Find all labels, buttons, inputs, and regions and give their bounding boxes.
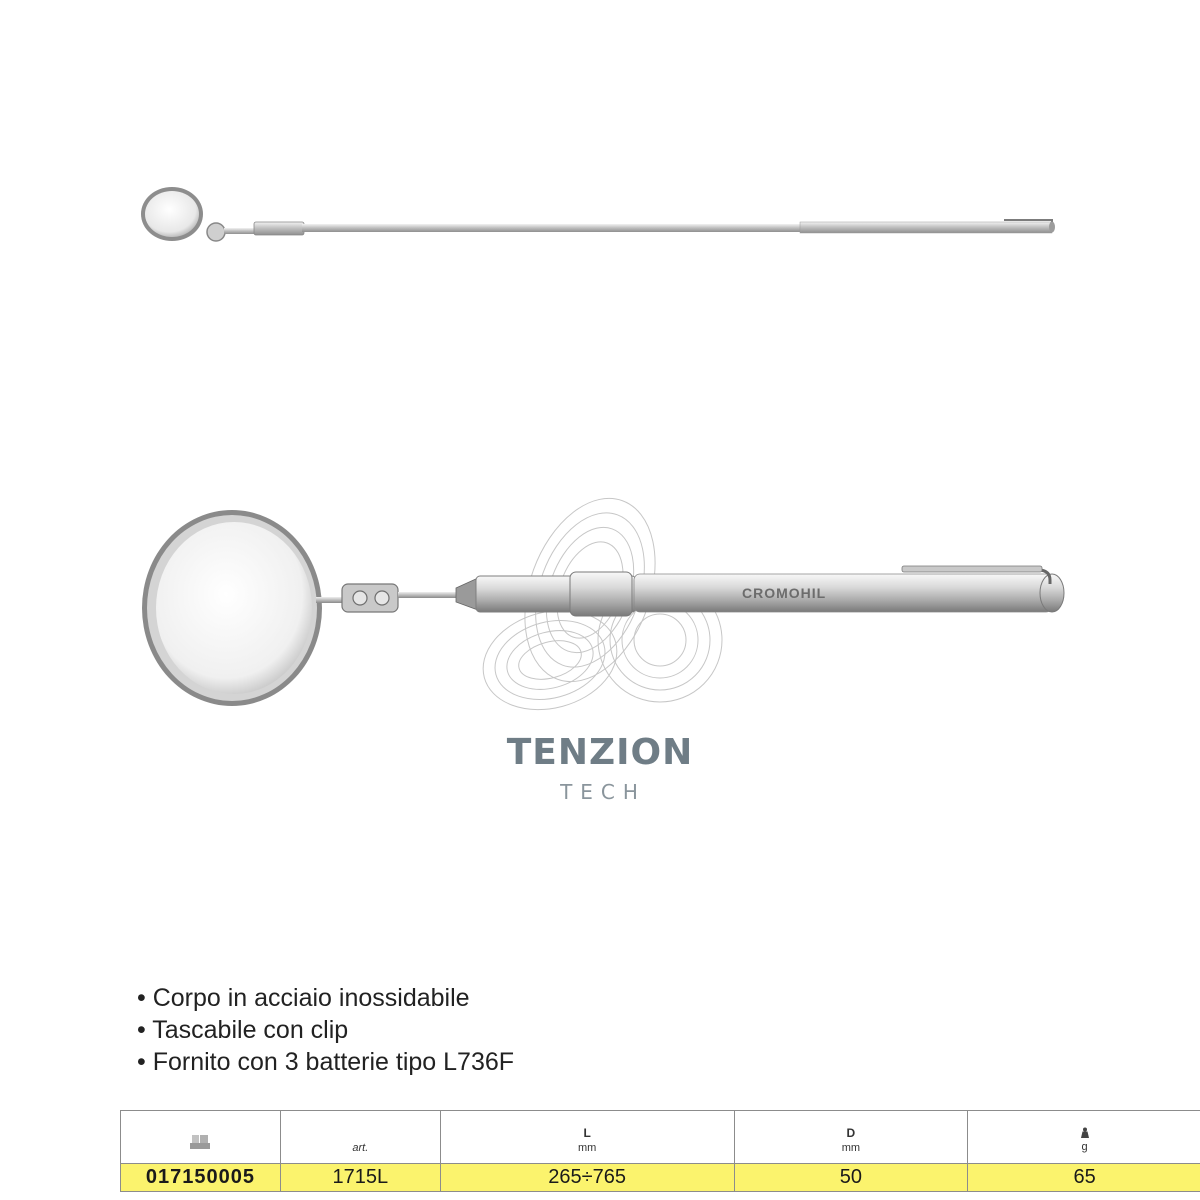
header-diameter xyxy=(734,1111,968,1164)
feature-list xyxy=(137,982,514,1078)
weight-icon xyxy=(1080,1127,1090,1139)
header-weight-unit: g xyxy=(1081,1140,1088,1153)
spec-value-row xyxy=(121,1164,1200,1192)
header-art-label: art. xyxy=(352,1141,369,1154)
cell-length: 265÷765 xyxy=(440,1164,734,1192)
handle-engraving-text: CROMOHIL xyxy=(742,585,827,601)
spec-header-row xyxy=(121,1111,1200,1164)
spec-table xyxy=(120,1110,1200,1192)
header-code xyxy=(121,1111,281,1164)
cell-weight: 65 xyxy=(968,1164,1200,1192)
header-diameter-label: D xyxy=(846,1125,856,1140)
brand-subtitle: TECH xyxy=(560,780,646,804)
feature-item: • Corpo in acciaio inossidabile xyxy=(137,982,514,1014)
feature-item: • Fornito con 3 batterie tipo L736F xyxy=(137,1046,514,1078)
feature-item: • Tascabile con clip xyxy=(137,1014,514,1046)
header-diameter-unit: mm xyxy=(841,1141,861,1154)
header-length-label: L xyxy=(583,1125,591,1140)
cell-diameter: 50 xyxy=(734,1164,968,1192)
cell-code: 017150005 xyxy=(121,1164,281,1192)
cell-art: 1715L xyxy=(280,1164,440,1192)
header-length-unit: mm xyxy=(577,1141,597,1154)
brand-name: TENZION xyxy=(506,732,694,773)
product-code-icon xyxy=(190,1135,210,1149)
header-length xyxy=(440,1111,734,1164)
header-art xyxy=(280,1111,440,1164)
header-weight xyxy=(968,1111,1200,1164)
